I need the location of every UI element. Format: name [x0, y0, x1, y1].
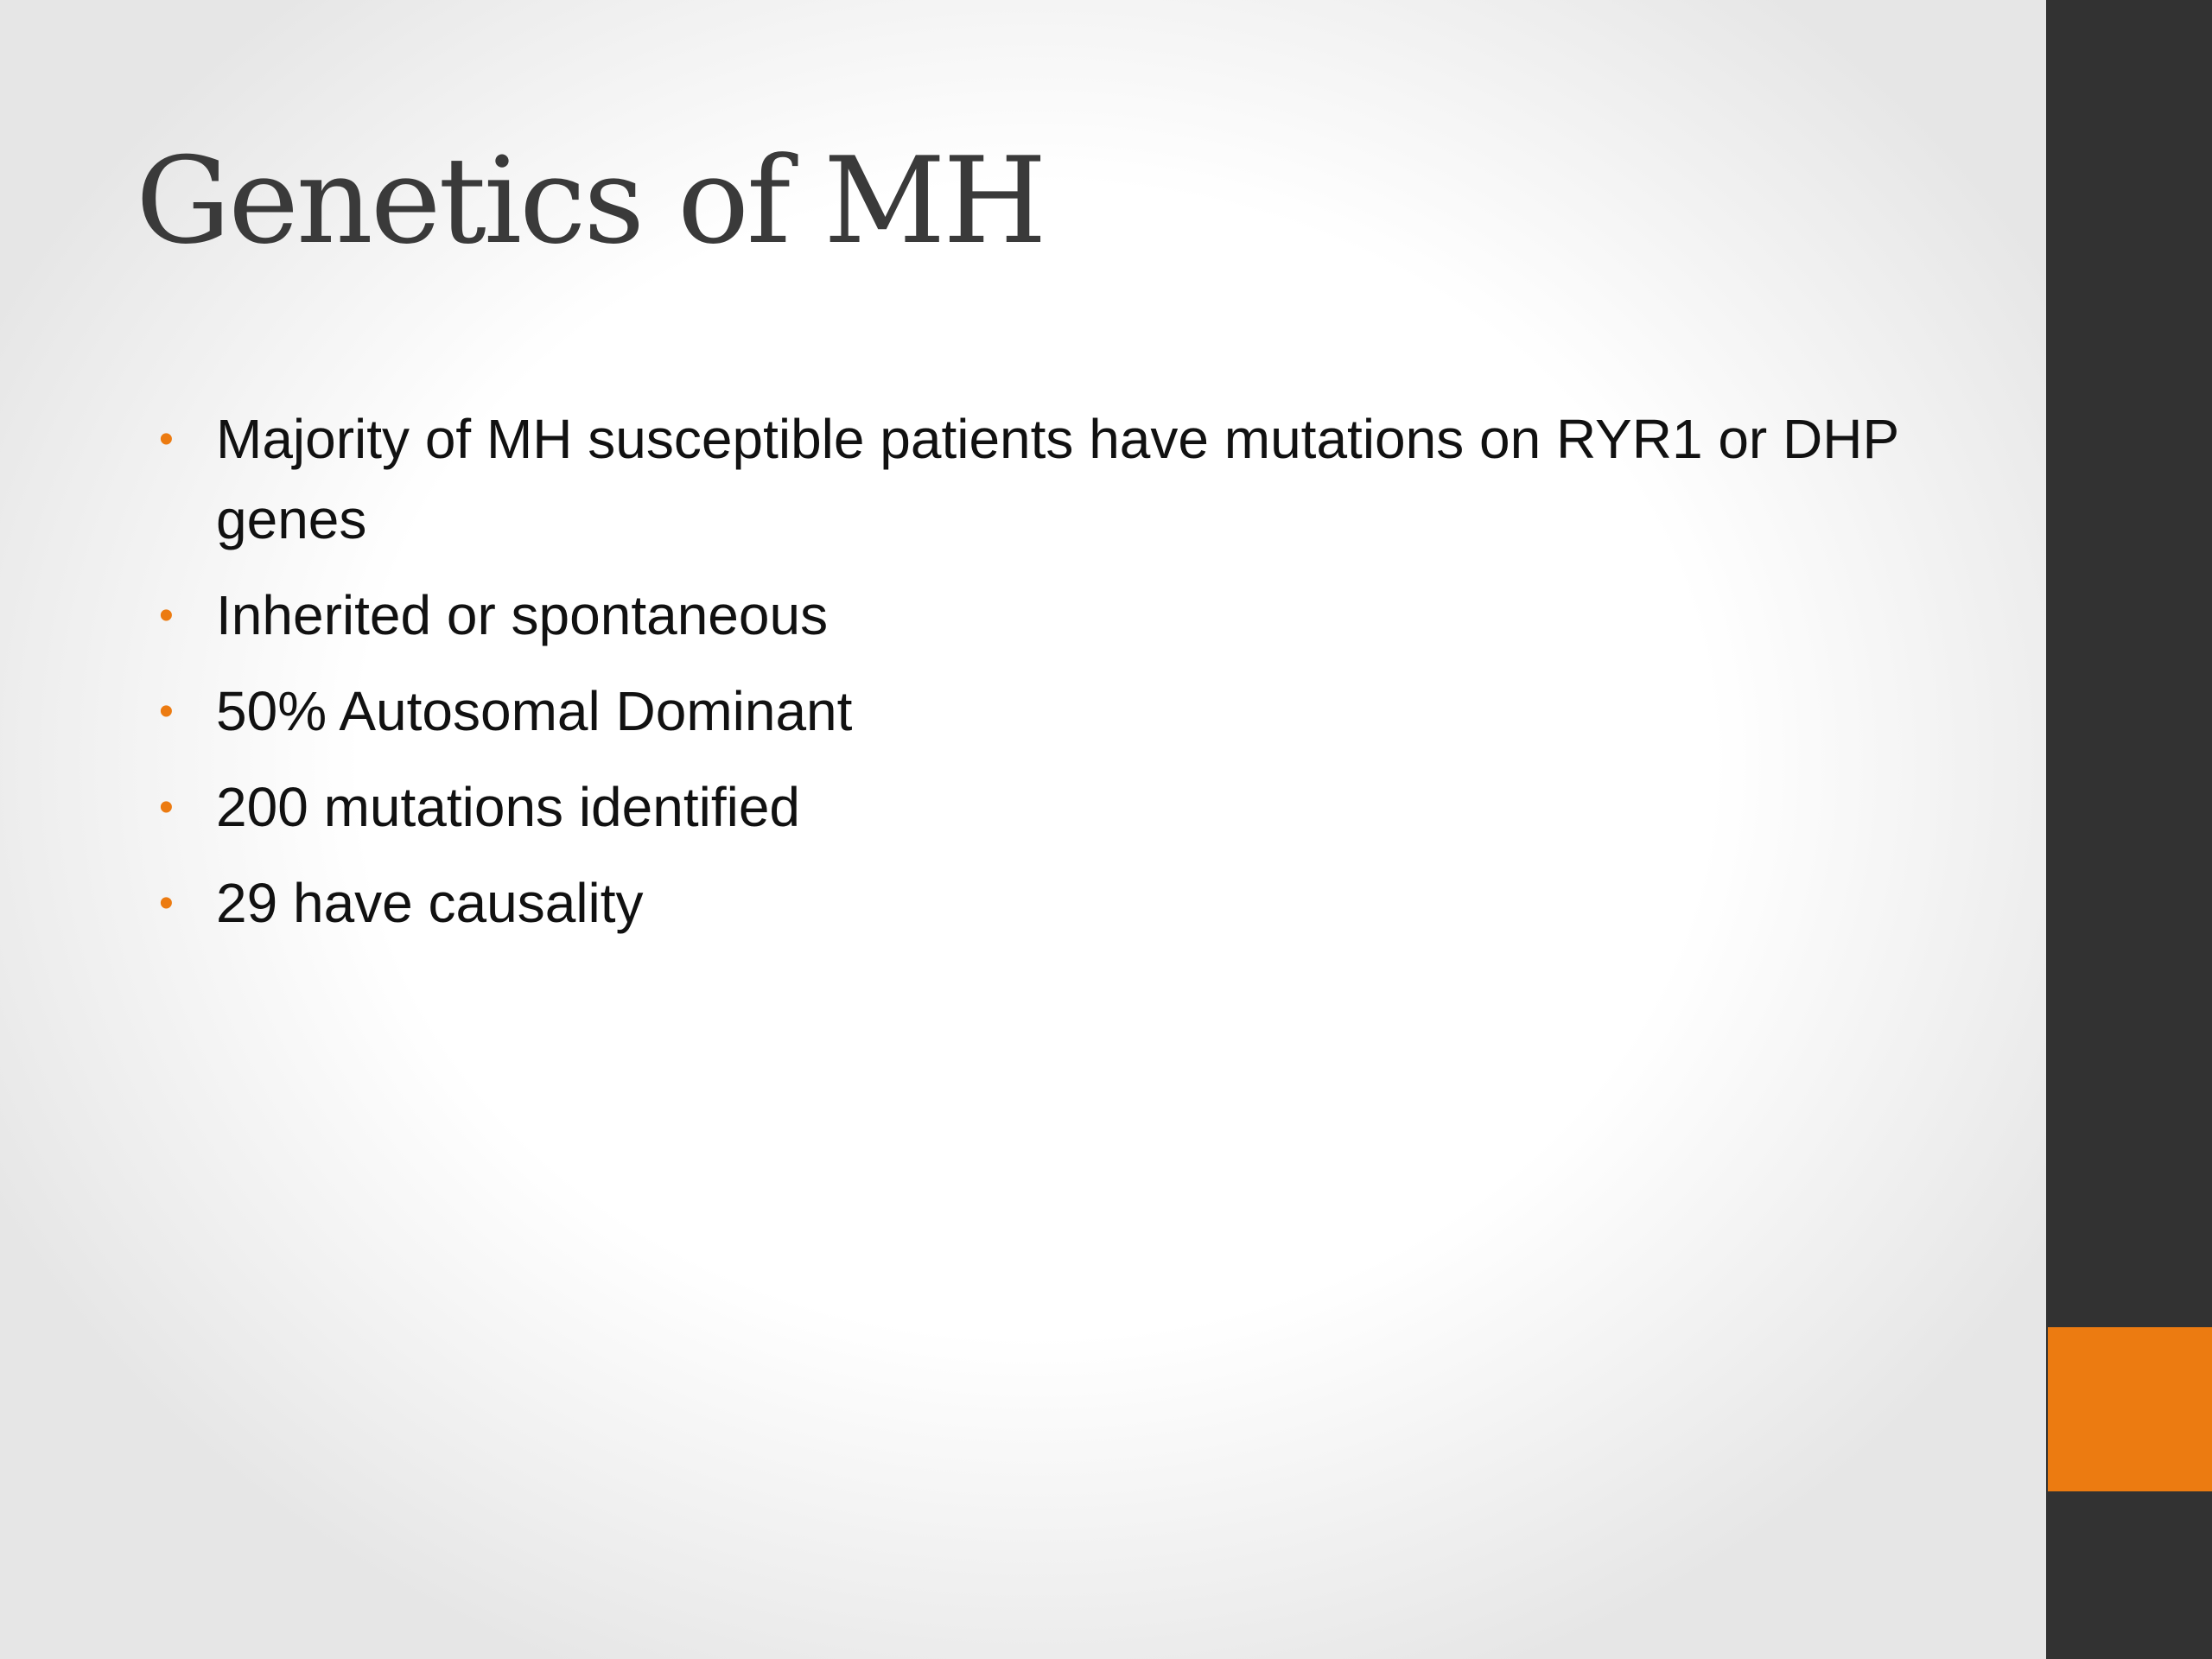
- bullet-text: Inherited or spontaneous: [216, 584, 829, 646]
- bullet-text: 200 mutations identified: [216, 776, 800, 838]
- bullet-item: [156, 863, 1970, 944]
- bullet-icon: •: [159, 593, 174, 639]
- bullet-list: [156, 399, 1970, 959]
- bullet-icon: •: [159, 416, 174, 462]
- bullet-icon: •: [159, 785, 174, 830]
- bullet-item: [156, 575, 1970, 656]
- bullet-item: [156, 399, 1970, 560]
- bullet-item: [156, 767, 1970, 848]
- slide-title: Genetics of MH: [136, 131, 1045, 270]
- bullet-text: 29 have causality: [216, 872, 644, 934]
- bullet-text: Majority of MH susceptible patients have mutations on RYR1 or DHP genes: [216, 408, 1898, 550]
- bullet-text: 50% Autosomal Dominant: [216, 680, 853, 742]
- bullet-item: [156, 671, 1970, 752]
- accent-block: [2048, 1327, 2212, 1491]
- bullet-icon: •: [159, 689, 174, 734]
- bullet-icon: •: [159, 880, 174, 926]
